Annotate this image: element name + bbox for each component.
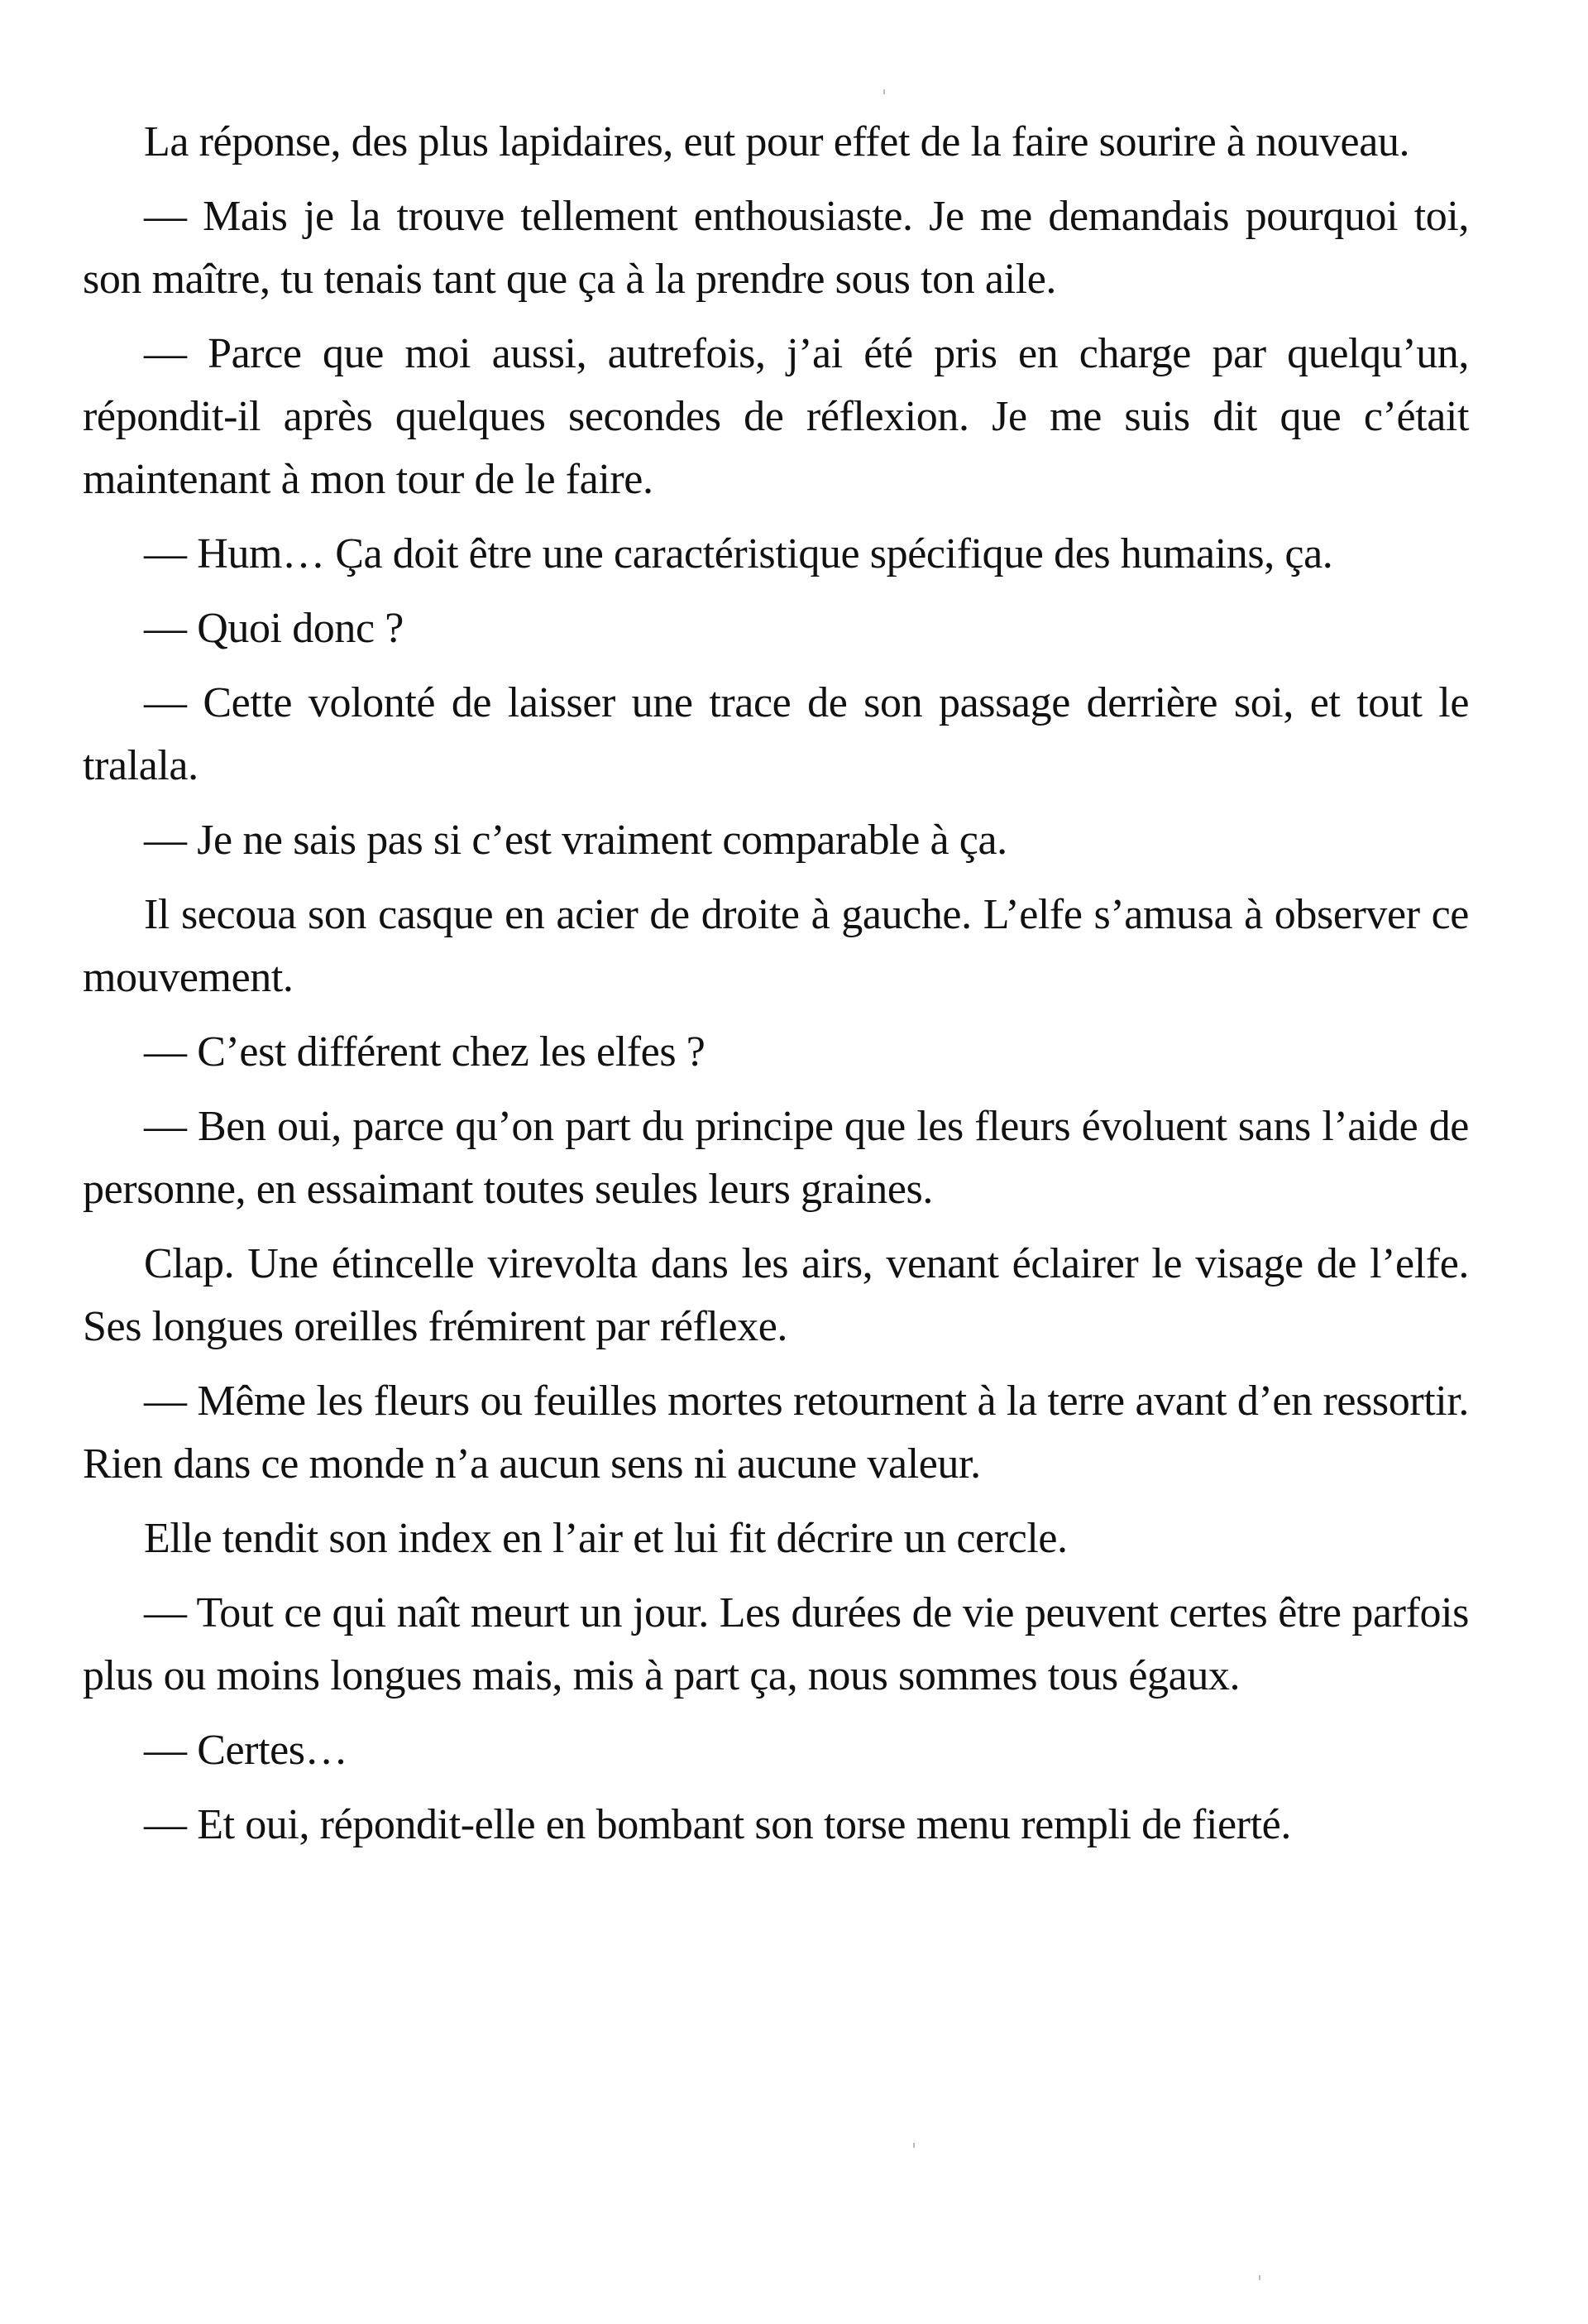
scan-speck xyxy=(883,89,885,94)
paragraph: — Ben oui, parce qu’on part du principe que les fleurs évoluent sans l’aide de personne, en essaimant toutes seules leurs graines. xyxy=(83,1103,1469,1213)
paragraph: — Tout ce qui naît meurt un jour. Les durées de vie peuvent certes être parfois plus ou moins longues mais, mis à part ça, nous sommes tous égaux. xyxy=(83,1589,1469,1699)
book-page-text xyxy=(83,111,1469,1868)
paragraph: — Mais je la trouve tellement enthousiaste. Je me demandais pourquoi toi, son maître, tu tenais tant que ça à la prendre sous ton aile. xyxy=(83,193,1469,303)
paragraph: — Même les fleurs ou feuilles mortes retournent à la terre avant d’en ressortir. Rien dans ce monde n’a aucun sens ni aucune valeur. xyxy=(83,1378,1469,1488)
paragraph: Elle tendit son index en l’air et lui fit décrire un cercle. xyxy=(144,1515,1068,1562)
paragraph: — Quoi donc ? xyxy=(144,605,404,652)
scan-speck xyxy=(913,2143,915,2148)
paragraph: — Parce que moi aussi, autrefois, j’ai été pris en charge par quelqu’un, répondit-il après quelques secondes de réflexion. Je me suis dit que c’était maintenant à mon tour de le faire. xyxy=(83,330,1469,503)
paragraph: — C’est différent chez les elfes ? xyxy=(144,1028,706,1076)
paragraph: Clap. Une étincelle virevolta dans les airs, venant éclairer le visage de l’elfe. Ses longues oreilles frémirent par réflexe. xyxy=(83,1240,1469,1350)
paragraph: — Certes… xyxy=(144,1727,348,1774)
paragraph: La réponse, des plus lapidaires, eut pour effet de la faire sourire à nouveau. xyxy=(144,118,1410,165)
paragraph: — Hum… Ça doit être une caractéristique spécifique des humains, ça. xyxy=(144,530,1333,577)
paragraph: Il secoua son casque en acier de droite à gauche. L’elfe s’amusa à observer ce mouvement. xyxy=(83,891,1469,1001)
paragraph: — Et oui, répondit-elle en bombant son torse menu rempli de fierté. xyxy=(144,1801,1291,1848)
paragraph: — Je ne sais pas si c’est vraiment comparable à ça. xyxy=(144,817,1007,864)
scan-speck xyxy=(1259,2275,1260,2280)
paragraph: — Cette volonté de laisser une trace de son passage derrière soi, et tout le tralala. xyxy=(83,679,1469,789)
